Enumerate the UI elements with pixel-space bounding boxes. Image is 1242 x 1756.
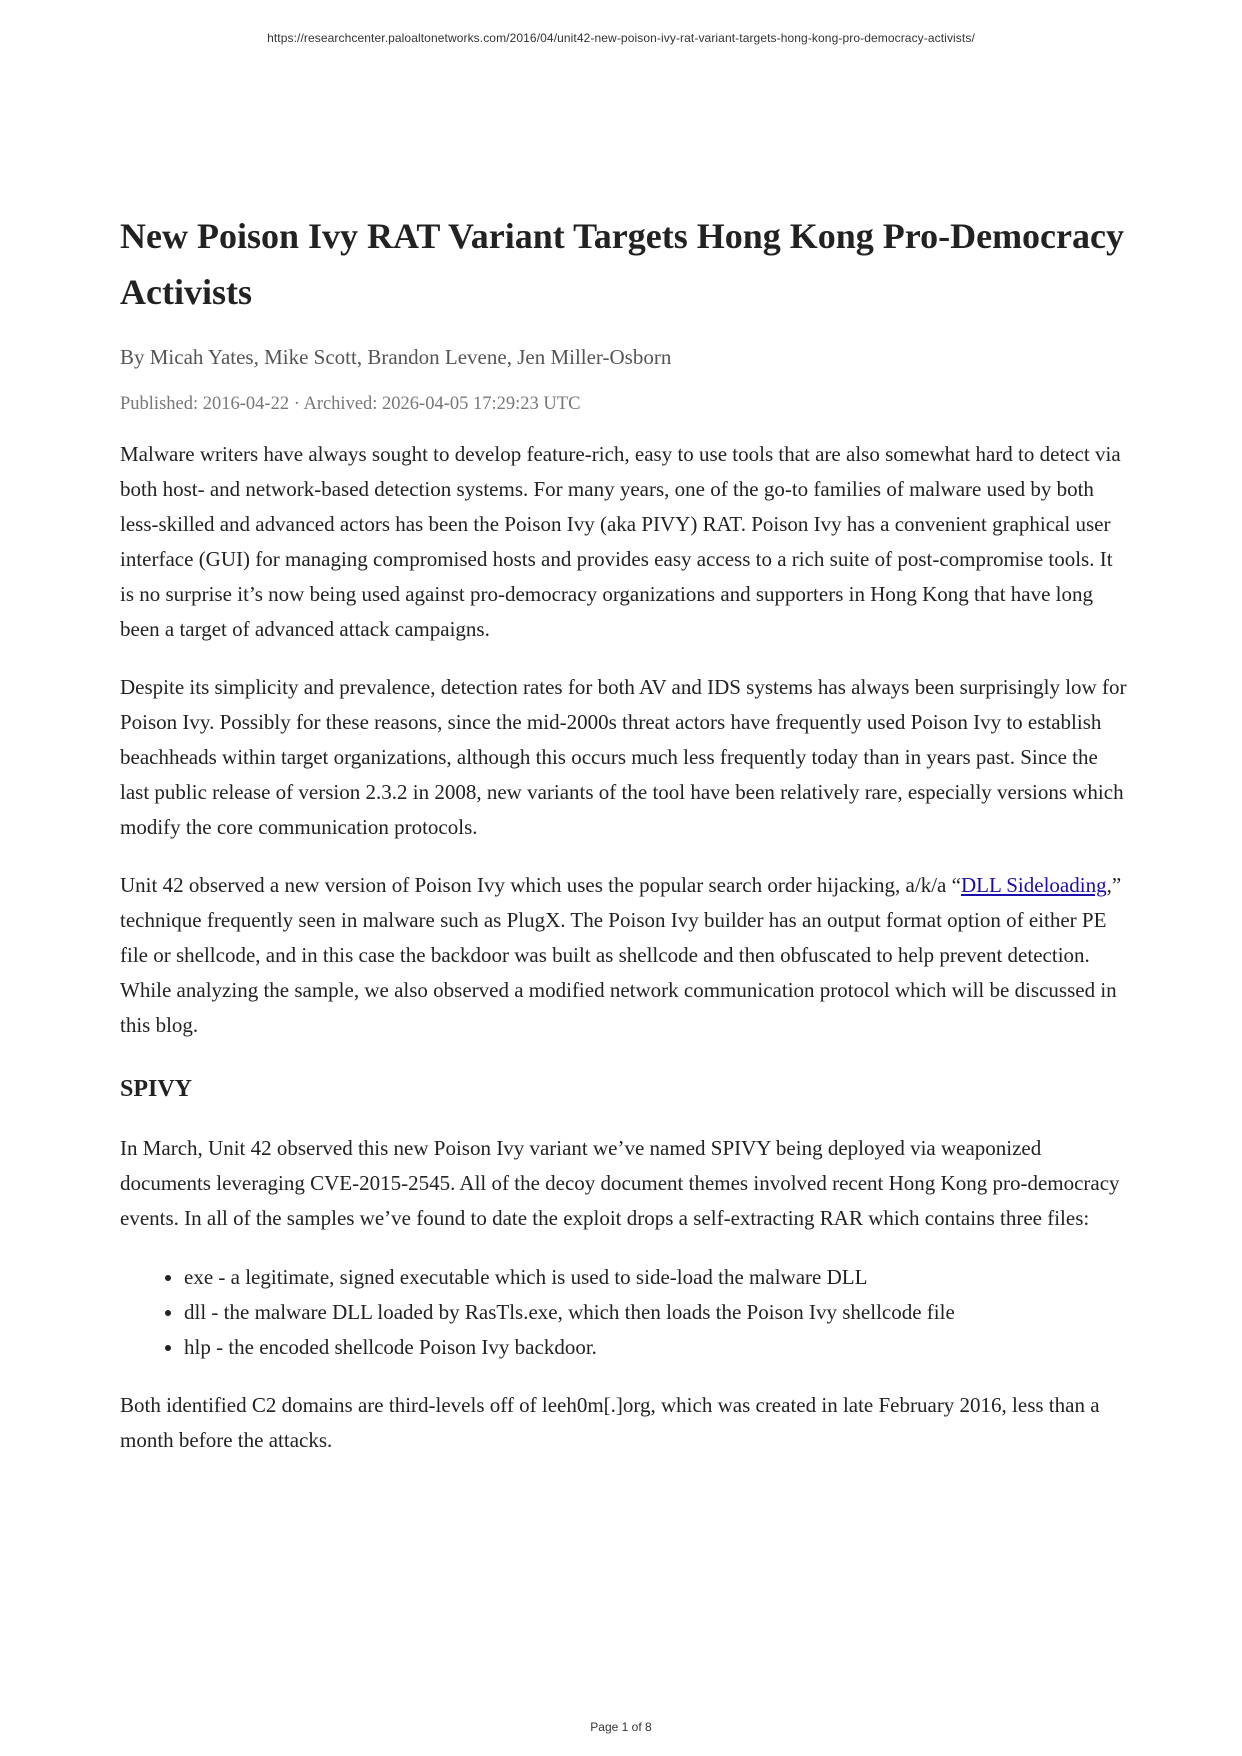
list-item: • hlp - the encoded shellcode Poison Ivy backdoor. (184, 1330, 1130, 1365)
paragraph-spivy: In March, Unit 42 observed this new Poison Ivy variant we’ve named SPIVY being deployed via weaponized documents leveraging CVE-2015-2545. All of the decoy document themes involved recent Hong Kong pro-democracy events. In all of the samples we’ve found to date the exploit drops a self-extracting RAR which contains three files: (120, 1136, 1120, 1230)
list-item: • exe - a legitimate, signed executable which is used to side-load the malware DLL (184, 1260, 1130, 1295)
paragraph-unit42-text-after: ,” technique frequently seen in malware such as PlugX. The Poison Ivy builder has an output format option of either PE file or shellcode, and in this case the backdoor was built as shellcode and then obfuscated to help prevent detection. While analyzing the sample, we also observed a modified network communication protocol which will be discussed in this blog. (120, 873, 1122, 1037)
dll-sideloading-link[interactable]: DLL Sideloading (960, 873, 1107, 897)
paragraph-intro: Malware writers have always sought to develop feature-rich, easy to use tools that are also somewhat hard to detect via both host- and network-based detection systems. For many years, one of the go-to families of malware used by both less-skilled and advanced actors has been the Poison Ivy (aka PIVY) RAT. Poison Ivy has a convenient graphical user interface (GUI) for managing compromised hosts and provides easy access to a rich suite of post-compromise tools. It is no surprise it’s now being used against pro-democracy organizations and supporters in Hong Kong that have long been a target of advanced attack campaigns. (120, 442, 1121, 641)
article-byline: By Micah Yates, Mike Scott, Brandon Levene, Jen Miller-Osborn (120, 345, 672, 369)
page-url-header: https://researchcenter.paloaltonetworks.com/2016/04/unit42-new-poison-ivy-rat-variant-targets-hong-kong-pro-democracy-activists/ (267, 31, 975, 45)
article (120, 208, 1130, 1458)
file-list (120, 1260, 1130, 1365)
paragraph-unit42-text-before: Unit 42 observed a new version of Poison Ivy which uses the popular search order hijacking, a/k/a “ (120, 873, 961, 897)
paragraph-unit42 (120, 868, 1130, 1043)
article-title: New Poison Ivy RAT Variant Targets Hong Kong Pro-Democracy Activists (120, 216, 1124, 312)
page-number-footer: Page 1 of 8 (590, 1720, 652, 1734)
article-meta: Published: 2016-04-22 · Archived: 2026-04-05 17:29:23 UTC (120, 394, 581, 414)
section-heading-spivy: SPIVY (120, 1076, 193, 1102)
list-item: • dll - the malware DLL loaded by RasTls.exe, which then loads the Poison Ivy shellcode file (184, 1295, 1130, 1330)
paragraph-detection: Despite its simplicity and prevalence, detection rates for both AV and IDS systems has always been surprisingly low for Poison Ivy. Possibly for these reasons, since the mid-2000s threat actors have frequently used Poison Ivy to establish beachheads within target organizations, although this occurs much less frequently today than in years past. Since the last public release of version 2.3.2 in 2008, new variants of the tool have been relatively rare, especially versions which modify the core communication protocols. (120, 675, 1127, 839)
paragraph-c2-domains: Both identified C2 domains are third-levels off of leeh0m[.]org, which was created in late February 2016, less than a month before the attacks. (120, 1393, 1100, 1452)
